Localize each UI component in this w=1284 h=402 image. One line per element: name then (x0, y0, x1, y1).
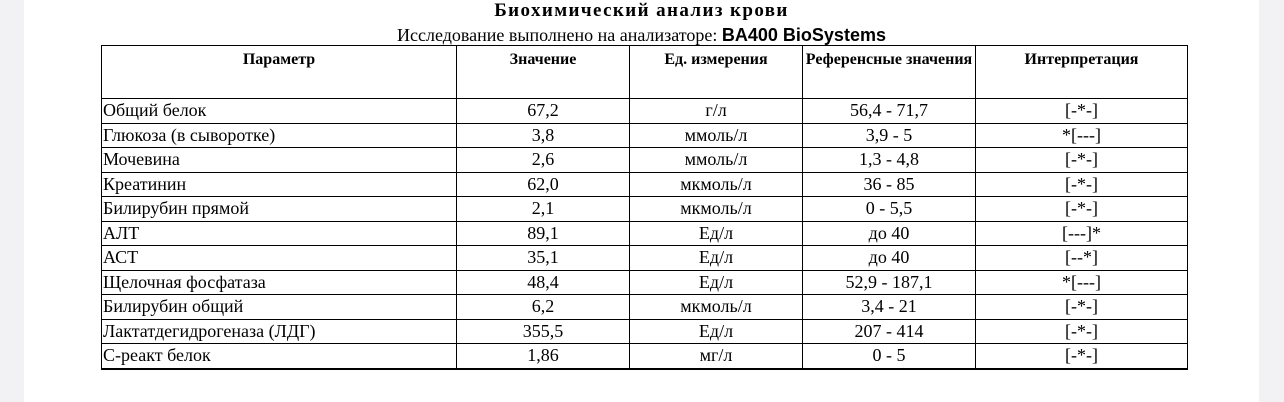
header-unit: Ед. измерения (630, 46, 803, 99)
document-page (24, 0, 1259, 402)
value-cell: 48,4 (457, 270, 630, 295)
value-cell: 89,1 (457, 221, 630, 246)
value-cell: 6,2 (457, 295, 630, 320)
unit-cell: Ед/л (630, 270, 803, 295)
table-row (102, 148, 1188, 173)
table-row (102, 123, 1188, 148)
table-row (102, 172, 1188, 197)
param-cell: Мочевина (102, 148, 457, 173)
ref-cell: до 40 (803, 221, 976, 246)
results-table (101, 45, 1188, 370)
interp-cell: [---]* (976, 221, 1188, 246)
unit-cell: ммоль/л (630, 148, 803, 173)
ref-cell: 0 - 5,5 (803, 197, 976, 222)
param-cell: Лактатдегидрогеназа (ЛДГ) (102, 319, 457, 344)
header-row (102, 46, 1188, 99)
interp-cell: [-*-] (976, 172, 1188, 197)
interp-cell: [-*-] (976, 344, 1188, 369)
header-ref: Референсные значения (803, 46, 976, 99)
ref-cell: до 40 (803, 246, 976, 271)
header-value: Значение (457, 46, 630, 99)
ref-cell: 56,4 - 71,7 (803, 99, 976, 124)
interp-cell: [-*-] (976, 99, 1188, 124)
header-param: Параметр (102, 46, 457, 99)
param-cell: АСТ (102, 246, 457, 271)
ref-cell: 52,9 - 187,1 (803, 270, 976, 295)
ref-cell: 3,4 - 21 (803, 295, 976, 320)
value-cell: 355,5 (457, 319, 630, 344)
table-row (102, 270, 1188, 295)
param-cell: Общий белок (102, 99, 457, 124)
table-row (102, 295, 1188, 320)
ref-cell: 207 - 414 (803, 319, 976, 344)
analyzer-line (24, 24, 1259, 46)
ref-cell: 36 - 85 (803, 172, 976, 197)
param-cell: С-реакт белок (102, 344, 457, 369)
analyzer-name: BA400 BioSystems (721, 25, 886, 45)
ref-cell: 3,9 - 5 (803, 123, 976, 148)
unit-cell: Ед/л (630, 221, 803, 246)
page-title: Биохимический анализ крови (494, 0, 789, 21)
param-cell: Креатинин (102, 172, 457, 197)
param-cell: Билирубин общий (102, 295, 457, 320)
ref-cell: 0 - 5 (803, 344, 976, 369)
interp-cell: [-*-] (976, 148, 1188, 173)
value-cell: 2,1 (457, 197, 630, 222)
unit-cell: мг/л (630, 344, 803, 369)
interp-cell: [-*-] (976, 295, 1188, 320)
value-cell: 62,0 (457, 172, 630, 197)
value-cell: 2,6 (457, 148, 630, 173)
table-row (102, 246, 1188, 271)
table-row (102, 197, 1188, 222)
unit-cell: мкмоль/л (630, 197, 803, 222)
unit-cell: Ед/л (630, 246, 803, 271)
param-cell: АЛТ (102, 221, 457, 246)
param-cell: Щелочная фосфатаза (102, 270, 457, 295)
header-interp: Интерпретация (976, 46, 1188, 99)
unit-cell: мкмоль/л (630, 172, 803, 197)
value-cell: 3,8 (457, 123, 630, 148)
interp-cell: *[---] (976, 270, 1188, 295)
interp-cell: [-*-] (976, 319, 1188, 344)
table-row (102, 344, 1188, 369)
table-row (102, 319, 1188, 344)
value-cell: 35,1 (457, 246, 630, 271)
table-row (102, 221, 1188, 246)
unit-cell: ммоль/л (630, 123, 803, 148)
unit-cell: Ед/л (630, 319, 803, 344)
interp-cell: [--*] (976, 246, 1188, 271)
unit-cell: г/л (630, 99, 803, 124)
table-row (102, 99, 1188, 124)
interp-cell: *[---] (976, 123, 1188, 148)
interp-cell: [-*-] (976, 197, 1188, 222)
unit-cell: мкмоль/л (630, 295, 803, 320)
analyzer-prefix: Исследование выполнено на анализаторе: (397, 25, 718, 45)
param-cell: Глюкоза (в сыворотке) (102, 123, 457, 148)
value-cell: 1,86 (457, 344, 630, 369)
param-cell: Билирубин прямой (102, 197, 457, 222)
ref-cell: 1,3 - 4,8 (803, 148, 976, 173)
value-cell: 67,2 (457, 99, 630, 124)
